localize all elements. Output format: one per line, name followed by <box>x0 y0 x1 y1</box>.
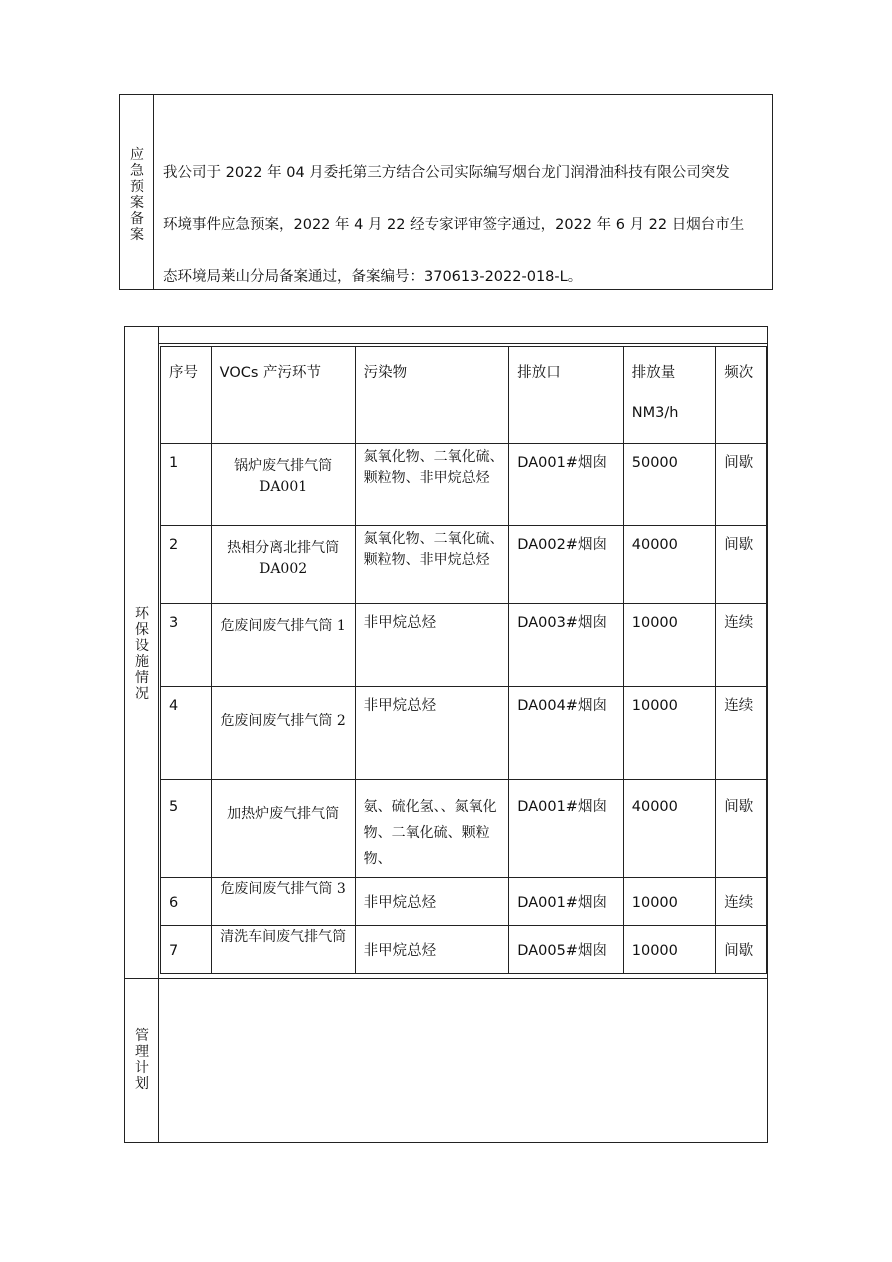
table-row <box>161 604 767 687</box>
table-row <box>161 780 767 878</box>
cell-volume: 40000 <box>623 526 716 604</box>
plan-filing-side-cell <box>120 95 154 289</box>
facilities-label: 环保设施情况 <box>135 606 149 702</box>
cell-volume: 40000 <box>623 780 716 878</box>
header-no: 序号 <box>161 347 212 444</box>
plan-filing-line: 我公司于 2022 年 04 月委托第三方结合公司实际编写烟台龙门润滑油科技有限公司突发 <box>163 165 730 181</box>
cell-pollutant <box>355 780 509 878</box>
cell-outlet: DA001#烟囱 <box>509 780 623 878</box>
cell-stage: 危废间废气排气筒 1 <box>211 604 355 687</box>
cell-pollutant: 非甲烷总烃 <box>355 878 509 926</box>
cell-pollutant: 氮氧化物、二氧化硫、颗粒物、非甲烷总烃 <box>355 444 509 526</box>
cell-frequency: 间歇 <box>716 444 767 526</box>
cell-outlet: DA004#烟囱 <box>509 687 623 780</box>
cell-volume: 10000 <box>623 926 716 974</box>
plan-filing-text <box>163 147 769 303</box>
facilities-section <box>124 326 768 1143</box>
table-row <box>161 878 767 926</box>
cell-volume: 10000 <box>623 687 716 780</box>
management-side-cell <box>125 979 159 1142</box>
cell-volume: 10000 <box>623 604 716 687</box>
plan-filing-line: 态环境局莱山分局备案通过，备案编号：370613-2022-018-L。 <box>163 269 583 285</box>
cell-volume: 50000 <box>623 444 716 526</box>
facilities-side-cell <box>125 327 159 979</box>
cell-frequency: 连续 <box>716 878 767 926</box>
cell-outlet: DA002#烟囱 <box>509 526 623 604</box>
header-volume-label: 排放量 <box>631 365 676 381</box>
cell-stage: 清洗车间废气排气筒 <box>211 926 355 974</box>
cell-frequency: 连续 <box>716 687 767 780</box>
table-row <box>161 526 767 604</box>
cell-no: 1 <box>161 444 212 526</box>
cell-no: 6 <box>161 878 212 926</box>
plan-filing-label: 应急预案备案 <box>130 147 144 243</box>
divider <box>159 343 767 344</box>
plan-filing-section <box>119 94 773 290</box>
divider <box>159 978 767 979</box>
cell-outlet: DA001#烟囱 <box>509 878 623 926</box>
cell-outlet: DA005#烟囱 <box>509 926 623 974</box>
cell-outlet: DA001#烟囱 <box>509 444 623 526</box>
header-frequency: 频次 <box>716 347 767 444</box>
cell-stage: 危废间废气排气筒 3 <box>211 878 355 926</box>
table-row <box>161 444 767 526</box>
cell-pollutant: 氮氧化物、二氧化硫、颗粒物、非甲烷总烃 <box>355 526 509 604</box>
header-volume <box>623 347 716 444</box>
cell-frequency: 间歇 <box>716 780 767 878</box>
cell-stage: 加热炉废气排气筒 <box>211 780 355 878</box>
management-label: 管理计划 <box>135 1028 149 1092</box>
cell-pollutant: 非甲烷总烃 <box>355 926 509 974</box>
header-stage: VOCs 产污环节 <box>211 347 355 444</box>
cell-outlet: DA003#烟囱 <box>509 604 623 687</box>
pollutant-part: 、氮氧化物、二氧化硫、颗粒物、 <box>363 799 497 867</box>
cell-frequency: 连续 <box>716 604 767 687</box>
cell-pollutant: 非甲烷总烃 <box>355 687 509 780</box>
cell-frequency: 间歇 <box>716 926 767 974</box>
cell-stage: 危废间废气排气筒 2 <box>211 687 355 780</box>
plan-filing-line: 环境事件应急预案，2022 年 4 月 22 经专家评审签字通过，2022 年 6 月 22 日烟台市生 <box>163 217 745 233</box>
cell-frequency: 间歇 <box>716 526 767 604</box>
cell-stage: 热相分离北排气筒 DA002 <box>211 526 355 604</box>
cell-stage: 锅炉废气排气筒 DA001 <box>211 444 355 526</box>
header-volume-unit: NM3/h <box>631 405 679 421</box>
cell-no: 4 <box>161 687 212 780</box>
cell-no: 3 <box>161 604 212 687</box>
table-row <box>161 687 767 780</box>
cell-no: 2 <box>161 526 212 604</box>
header-outlet: 排放口 <box>509 347 623 444</box>
table-row <box>161 926 767 974</box>
table-header-row <box>161 347 767 444</box>
header-pollutant: 污染物 <box>355 347 509 444</box>
cell-pollutant: 非甲烷总烃 <box>355 604 509 687</box>
pollutant-part: 氨、硫化氢、 <box>363 799 441 815</box>
cell-volume: 10000 <box>623 878 716 926</box>
emission-table <box>160 346 767 974</box>
cell-no: 5 <box>161 780 212 878</box>
cell-no: 7 <box>161 926 212 974</box>
